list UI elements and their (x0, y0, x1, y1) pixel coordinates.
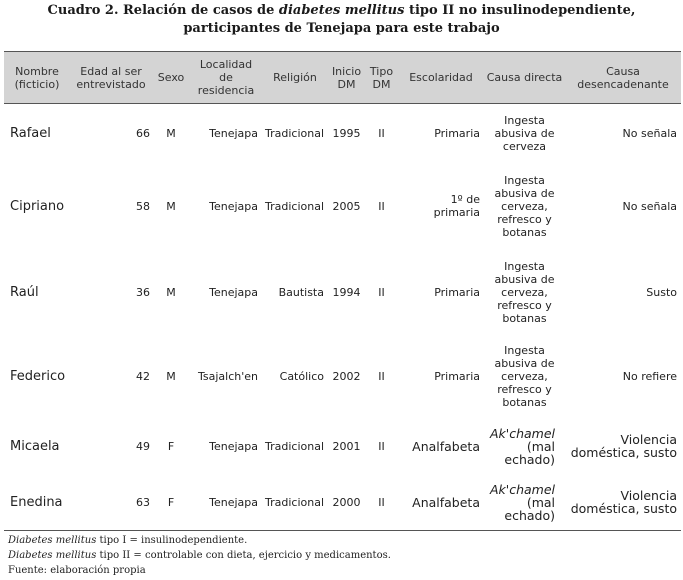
cell-escolaridad: 1º de primaria (433, 193, 480, 219)
footnote-source (8, 563, 391, 578)
cell-inicio: 2002 (332, 369, 361, 383)
cell-edad: 36 (136, 285, 150, 299)
cell-sexo: M (166, 126, 176, 140)
cell-escolaridad: Primaria (434, 126, 480, 140)
cell-escolaridad: Analfabeta (412, 438, 480, 454)
header-causa-directa: Causa directa (484, 52, 565, 104)
cell-localidad: Tenejapa (209, 285, 258, 299)
header-escolaridad: Escolaridad (398, 52, 484, 104)
causa-directa-italic: Ak'chamel (489, 425, 555, 441)
cell-causa-directa: Ingesta abusiva de cerveza, refresco y botanas (494, 173, 555, 239)
cell-escolaridad: Analfabeta (398, 474, 484, 531)
footnote-italic: Diabetes mellitus (8, 550, 97, 561)
cell-tipo: II (378, 369, 385, 383)
cell-nombre: Enedina (4, 474, 70, 531)
cell-localidad: Tenejapa (190, 474, 262, 531)
table-row (4, 418, 681, 474)
cell-nombre: Rafael (10, 125, 51, 141)
footnote-1 (8, 533, 391, 548)
header-religion: Religión (262, 52, 328, 104)
cell-causa-directa (484, 418, 565, 474)
cell-inicio: 1994 (332, 285, 361, 299)
title-line-1 (0, 2, 683, 20)
cell-edad: 66 (136, 126, 150, 140)
cell-religion: Tradicional (265, 126, 325, 140)
table-row (4, 334, 681, 418)
cell-inicio: 2000 (328, 474, 365, 531)
table-row (4, 474, 681, 531)
cell-causa-desencadenante: No señala (622, 199, 677, 213)
header-localidad: Localidad de residencia (190, 52, 262, 104)
cell-religion: Católico (279, 369, 324, 383)
cell-tipo: II (378, 199, 385, 213)
footnote-text: tipo I = insulinodependiente. (96, 535, 248, 546)
cases-table (4, 51, 681, 531)
table-title (0, 2, 683, 38)
cell-tipo: II (365, 474, 398, 531)
cell-localidad: Tenejapa (209, 126, 258, 140)
cell-religion: Bautista (278, 285, 324, 299)
cell-tipo: II (378, 285, 385, 299)
header-tipo: Tipo DM (365, 52, 398, 104)
cell-causa-desencadenante: Susto (646, 285, 677, 299)
cell-tipo: II (378, 126, 385, 140)
cell-localidad: Tsajalch'en (197, 369, 258, 383)
cell-religion: Tradicional (265, 439, 325, 453)
cell-escolaridad: Primaria (434, 369, 480, 383)
cell-religion: Tradicional (265, 199, 325, 213)
title-italic: diabetes mellitus (278, 3, 405, 18)
cell-causa-desencadenante: No señala (622, 126, 677, 140)
causa-directa-text: (mal echado) (504, 494, 555, 523)
cell-causa-desencadenante: No refiere (622, 369, 677, 383)
cell-causa-directa: Ingesta abusiva de cerveza, refresco y botanas (494, 343, 555, 409)
cell-localidad: Tenejapa (209, 199, 258, 213)
cell-nombre: Micaela (10, 438, 60, 454)
cell-sexo: M (166, 199, 176, 213)
cell-nombre: Raúl (10, 284, 39, 300)
cell-tipo: II (378, 439, 385, 453)
header-row (4, 52, 681, 104)
title-prefix: Cuadro 2. Relación de casos de (47, 3, 279, 18)
cell-causa-desencadenante: Violencia doméstica, susto (565, 474, 681, 531)
cell-nombre: Federico (10, 368, 66, 384)
table-row (4, 250, 681, 334)
header-sexo: Sexo (152, 52, 190, 104)
cell-localidad: Tenejapa (209, 439, 258, 453)
footnote-2 (8, 548, 391, 563)
cell-edad: 58 (136, 199, 150, 213)
table-row (4, 162, 681, 250)
cell-escolaridad: Primaria (434, 285, 480, 299)
cell-sexo: F (152, 474, 190, 531)
cell-religion: Tradicional (262, 474, 328, 531)
causa-directa-text: (mal echado) (504, 438, 555, 467)
header-causa-desencadenante: Causa desencadenante (565, 52, 681, 104)
cell-causa-directa: Ingesta abusiva de cerveza, refresco y botanas (494, 259, 555, 325)
cell-edad: 63 (70, 474, 152, 531)
cell-edad: 49 (136, 439, 150, 453)
cell-causa-desencadenante: Violencia doméstica, susto (570, 432, 677, 460)
cell-sexo: M (166, 285, 176, 299)
title-line-2: participantes de Tenejapa para este trabajo (183, 21, 500, 36)
cell-nombre: Cipriano (10, 198, 65, 214)
cell-edad: 42 (136, 369, 150, 383)
header-nombre: Nombre (ficticio) (4, 52, 70, 104)
cell-inicio: 2005 (332, 199, 361, 213)
footnote-text: tipo II = controlable con dieta, ejercicio y medicamentos. (96, 550, 391, 561)
footnote-italic: Diabetes mellitus (8, 535, 97, 546)
title-suffix: tipo II no insulinodependiente, (404, 3, 636, 18)
cell-causa-directa (484, 474, 565, 531)
header-edad: Edad al ser entrevistado (70, 52, 152, 104)
cell-sexo: M (166, 369, 176, 383)
cell-sexo: F (167, 439, 175, 453)
footnote-text: Fuente: elaboración propia (8, 565, 146, 576)
cell-inicio: 2001 (332, 439, 361, 453)
table-row (4, 104, 681, 163)
cell-inicio: 1995 (332, 126, 361, 140)
footnotes (8, 533, 391, 578)
cell-causa-directa: Ingesta abusiva de cerveza (494, 113, 555, 153)
causa-directa-italic: Ak'chamel (489, 481, 555, 497)
header-inicio: Inicio DM (328, 52, 365, 104)
